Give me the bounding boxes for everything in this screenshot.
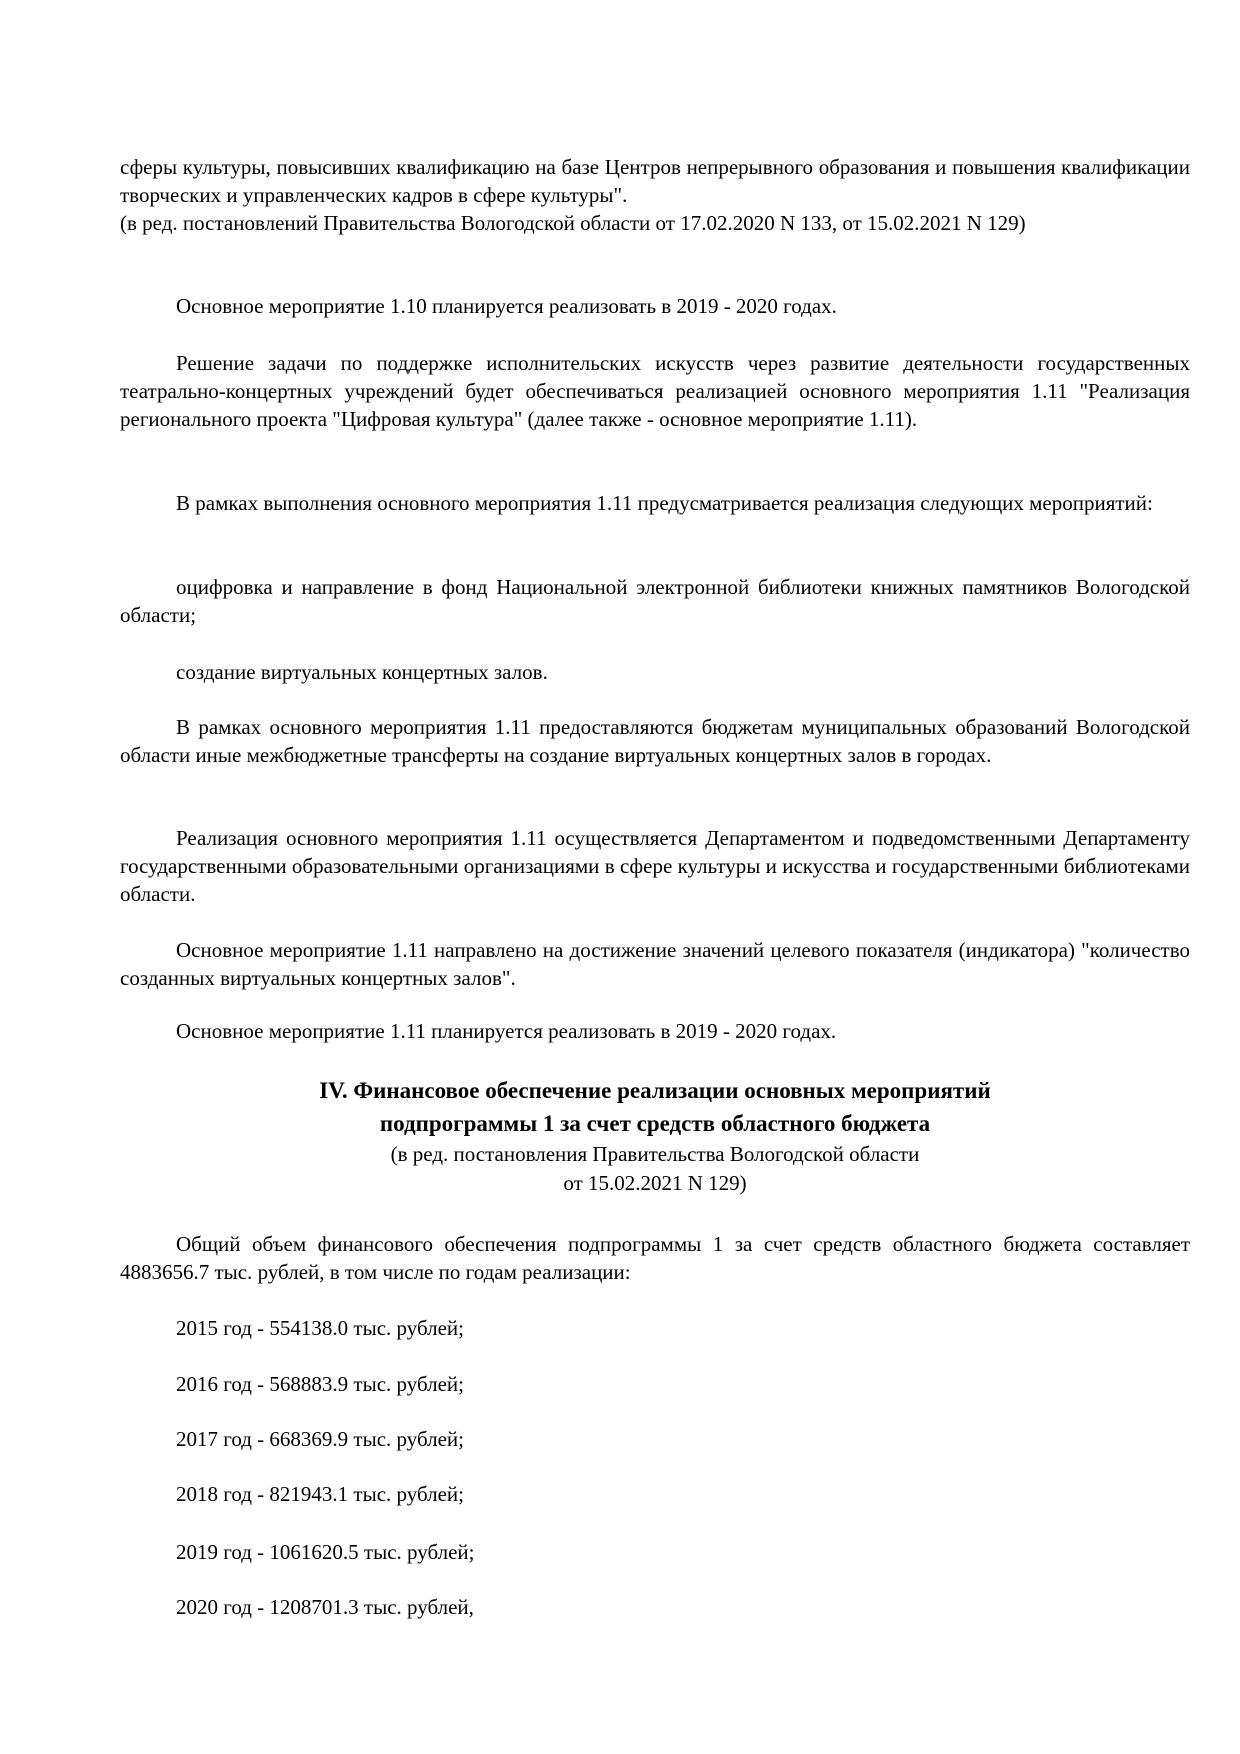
year-item: 2017 год - 668369.9 тыс. рублей; <box>176 1427 465 1451</box>
paragraph: В рамках основного мероприятия 1.11 предоставляются бюджетам муниципальных образований Вологодской области иные межбюджетные трансферты на создание виртуальных концертных залов в городах. <box>120 715 1190 767</box>
paragraph: Решение задачи по поддержке исполнительских искусств через развитие деятельности государственных театрально-концертных учреждений будет обеспечиваться реализацией основного мероприятия 1.11 "Реализация регионального проекта "Цифровая культура" (далее также - основное мероприятие 1.11). <box>120 351 1190 431</box>
paragraph: В рамках выполнения основного мероприятия 1.11 предусматривается реализация следующих мероприятий: <box>176 491 1153 515</box>
paragraph: Основное мероприятие 1.10 планируется реализовать в 2019 - 2020 годах. <box>176 294 837 318</box>
section-title-line1: IV. Финансовое обеспечение реализации основных мероприятий <box>319 1078 991 1103</box>
year-item: 2019 год - 1061620.5 тыс. рублей; <box>176 1540 475 1564</box>
paragraph: Основное мероприятие 1.11 планируется реализовать в 2019 - 2020 годах. <box>176 1019 837 1043</box>
edition-note: (в ред. постановлений Правительства Вологодской области от 17.02.2020 N 133, от 15.02.2021 N 129) <box>120 211 1026 235</box>
paragraph: создание виртуальных концертных залов. <box>176 660 548 684</box>
paragraph: Реализация основного мероприятия 1.11 осуществляется Департаментом и подведомственными Департаменту государственными образовательными организациями в сфере культуры и искусства и государственными библиотеками области. <box>120 826 1190 906</box>
section-edition-line1: (в ред. постановления Правительства Вологодской области <box>390 1142 920 1166</box>
year-item: 2020 год - 1208701.3 тыс. рублей, <box>176 1595 474 1619</box>
total-funding-paragraph: Общий объем финансового обеспечения подпрограммы 1 за счет средств областного бюджета составляет 4883656.7 тыс. рублей, в том числе по годам реализации: <box>120 1232 1190 1284</box>
paragraph-continuation: сферы культуры, повысивших квалификацию на базе Центров непрерывного образования и повышения квалификации творческих и управленческих кадров в сфере культуры". <box>120 155 1190 207</box>
year-item: 2018 год - 821943.1 тыс. рублей; <box>176 1482 465 1506</box>
year-item: 2016 год - 568883.9 тыс. рублей; <box>176 1372 465 1396</box>
paragraph: Основное мероприятие 1.11 направлено на достижение значений целевого показателя (индикатора) "количество созданных виртуальных концертных залов". <box>120 938 1190 990</box>
section-heading <box>120 1074 1190 1198</box>
year-item: 2015 год - 554138.0 тыс. рублей; <box>176 1316 465 1340</box>
paragraph: оцифровка и направление в фонд Национальной электронной библиотеки книжных памятников Вологодской области; <box>120 575 1190 627</box>
section-edition-line2: от 15.02.2021 N 129) <box>563 1171 747 1195</box>
section-title-line2: подпрограммы 1 за счет средств областного бюджета <box>379 1111 931 1136</box>
